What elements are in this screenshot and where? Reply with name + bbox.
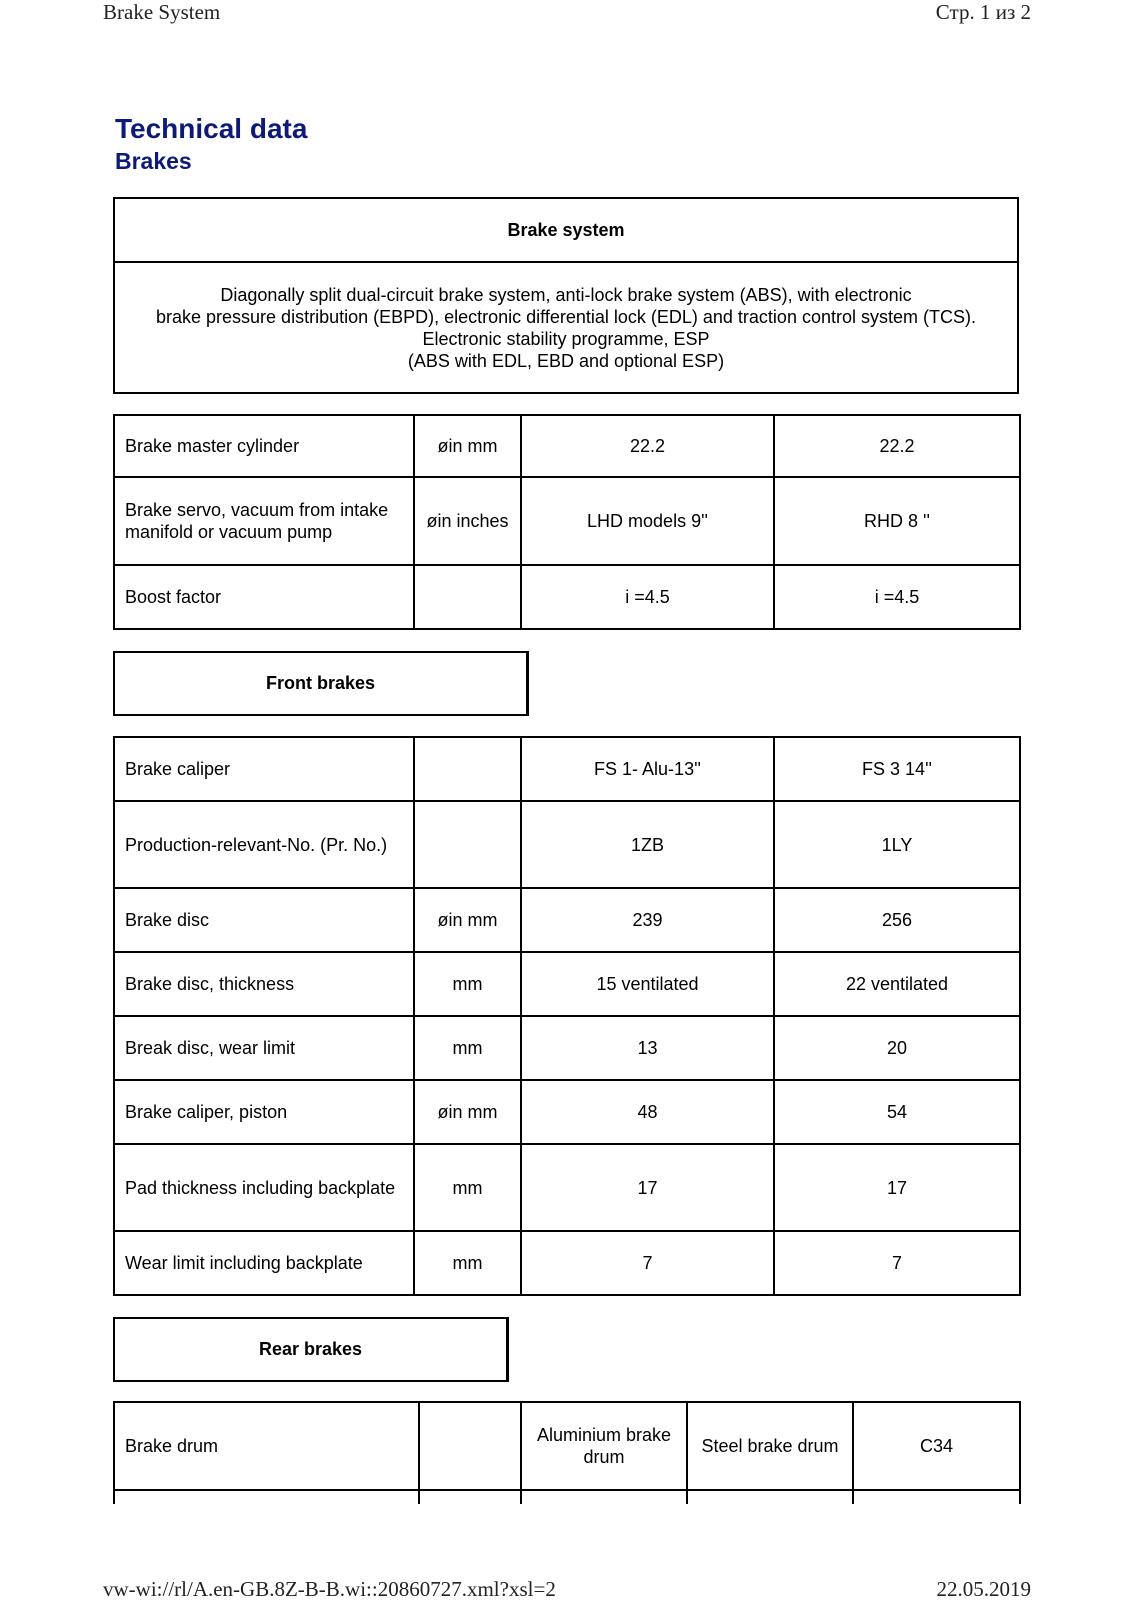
footer-url: vw-wi://rl/A.en-GB.8Z-B-B.wi::20860727.xml?xsl=2 (103, 1577, 556, 1601)
cut-off-cell (687, 1490, 853, 1504)
row-value-1: 1ZB (521, 801, 774, 888)
row-unit (419, 1402, 521, 1490)
row-value-1: 239 (521, 888, 774, 952)
row-value-1: LHD models 9'' (521, 477, 774, 565)
brake-system-box (113, 197, 1019, 394)
row-value-1: 13 (521, 1016, 774, 1080)
row-label: Production-relevant-No. (Pr. No.) (114, 801, 414, 888)
cut-off-cell (419, 1490, 521, 1504)
header-left: Brake System (103, 0, 221, 24)
row-value-2: 7 (774, 1231, 1020, 1295)
row-value-1: 22.2 (521, 415, 774, 477)
description-line: Diagonally split dual-circuit brake system, anti-lock brake system (ABS), with electronic (220, 284, 912, 305)
row-label: Brake servo, vacuum from intake manifold or vacuum pump (114, 477, 414, 565)
table-row (114, 888, 1020, 952)
page-subtitle: Brakes (115, 148, 192, 174)
row-unit (414, 565, 521, 629)
table-row (114, 1231, 1020, 1295)
cut-off-cell (114, 1490, 419, 1504)
row-unit: mm (414, 1016, 521, 1080)
table-row (114, 1016, 1020, 1080)
row-unit: øin mm (414, 1080, 521, 1144)
row-label: Wear limit including backplate (114, 1231, 414, 1295)
row-value-2: i =4.5 (774, 565, 1020, 629)
row-label: Break disc, wear limit (114, 1016, 414, 1080)
brake-system-heading: Brake system (507, 219, 625, 240)
row-unit: øin inches (414, 477, 521, 565)
footer-date: 22.05.2019 (936, 1577, 1031, 1601)
row-value-1: 15 ventilated (521, 952, 774, 1016)
row-value-2: 54 (774, 1080, 1020, 1144)
row-label: Brake disc, thickness (114, 952, 414, 1016)
row-label: Brake caliper (114, 737, 414, 801)
cut-off-cell (853, 1490, 1020, 1504)
description-line: brake pressure distribution (EBPD), electronic differential lock (EDL) and traction control system (TCS). (156, 306, 976, 327)
brake-system-description (115, 261, 1017, 392)
row-value-1: 48 (521, 1080, 774, 1144)
row-value-2: 1LY (774, 801, 1020, 888)
row-unit (414, 737, 521, 801)
general-data-table (113, 414, 1021, 630)
row-unit: mm (414, 1144, 521, 1231)
rear-brakes-heading: Rear brakes (113, 1317, 509, 1382)
row-value-2: 256 (774, 888, 1020, 952)
row-unit: mm (414, 1231, 521, 1295)
table-row (114, 1402, 1020, 1490)
row-label: Boost factor (114, 565, 414, 629)
table-row (114, 477, 1020, 565)
row-value-2: 22 ventilated (774, 952, 1020, 1016)
table-row (114, 737, 1020, 801)
row-unit (414, 801, 521, 888)
row-value-2: Steel brake drum (687, 1402, 853, 1490)
header-right: Стр. 1 из 2 (935, 0, 1031, 24)
front-brakes-heading: Front brakes (113, 651, 529, 716)
row-label: Brake drum (114, 1402, 419, 1490)
front-brakes-table (113, 736, 1021, 1296)
table-row (114, 952, 1020, 1016)
table-row (114, 415, 1020, 477)
row-value-1: i =4.5 (521, 565, 774, 629)
row-value-1: Aluminium brake drum (521, 1402, 687, 1490)
row-value-2: 22.2 (774, 415, 1020, 477)
row-value-2: RHD 8 '' (774, 477, 1020, 565)
row-value-1: FS 1- Alu-13'' (521, 737, 774, 801)
row-label: Brake disc (114, 888, 414, 952)
description-line: Electronic stability programme, ESP (422, 328, 710, 349)
row-value-2: 17 (774, 1144, 1020, 1231)
rear-brakes-table (113, 1401, 1021, 1504)
row-value-2: 20 (774, 1016, 1020, 1080)
table-row (114, 565, 1020, 629)
table-row (114, 1080, 1020, 1144)
table-row (114, 801, 1020, 888)
row-value-1: 17 (521, 1144, 774, 1231)
row-value-3: C34 (853, 1402, 1020, 1490)
row-label: Brake caliper, piston (114, 1080, 414, 1144)
row-unit: øin mm (414, 888, 521, 952)
row-label: Pad thickness including backplate (114, 1144, 414, 1231)
table-row (114, 1490, 1020, 1504)
row-value-2: FS 3 14'' (774, 737, 1020, 801)
description-line: (ABS with EDL, EBD and optional ESP) (407, 350, 725, 371)
row-label: Brake master cylinder (114, 415, 414, 477)
row-unit: mm (414, 952, 521, 1016)
table-row (114, 1144, 1020, 1231)
page-title: Technical data (115, 113, 308, 144)
row-value-1: 7 (521, 1231, 774, 1295)
row-unit: øin mm (414, 415, 521, 477)
cut-off-cell (521, 1490, 687, 1504)
